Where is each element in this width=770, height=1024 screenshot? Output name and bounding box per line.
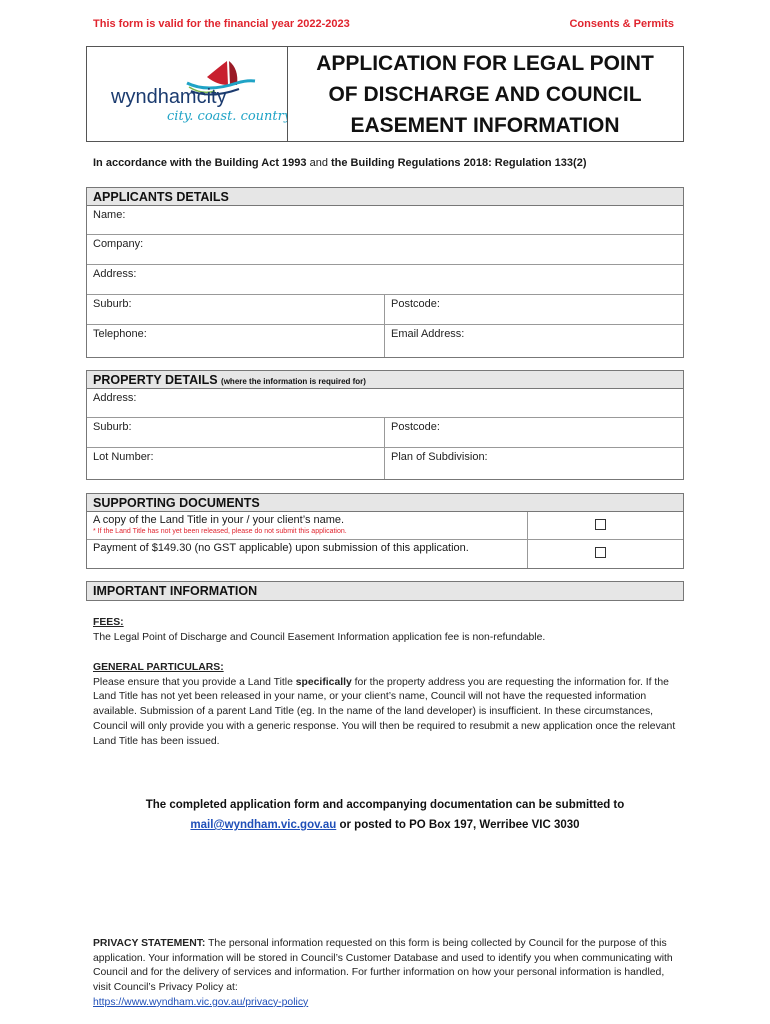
important-information-heading: IMPORTANT INFORMATION — [86, 581, 684, 601]
privacy-label: PRIVACY STATEMENT: — [93, 938, 206, 949]
property-heading-note: (where the information is required for) — [221, 377, 366, 386]
wyndham-city-logo — [87, 47, 288, 141]
fees-heading: FEES: — [93, 617, 124, 628]
category-text: Consents & Permits — [569, 18, 674, 30]
lot-number-field[interactable]: Lot Number: — [93, 451, 154, 463]
land-title-requirement — [87, 512, 528, 539]
privacy-policy-link[interactable]: https://www.wyndham.vic.gov.au/privacy-policy — [93, 996, 309, 1008]
applicant-address-field[interactable]: Address: — [93, 268, 137, 280]
regulation-reference: the Building Regulations 2018: Regulation 133(2) — [331, 157, 587, 169]
property-heading-text: PROPERTY DETAILS — [93, 373, 218, 387]
act-reference: In accordance with the Building Act 1993 — [93, 157, 307, 169]
land-title-checkbox[interactable] — [595, 519, 606, 530]
land-title-warning: * If the Land Title has not yet been released, please do not submit this application. — [93, 528, 347, 535]
legislation-note — [93, 157, 586, 169]
general-particulars-block — [93, 661, 683, 749]
applicants-details-section — [86, 187, 684, 358]
general-text-start: Please ensure that you provide a Land Title — [93, 676, 296, 688]
general-text-emphasis: specifically — [295, 676, 352, 688]
sail-logo-icon — [87, 47, 287, 141]
form-header — [86, 46, 684, 142]
title-line-1: APPLICATION FOR LEGAL POINT — [316, 51, 654, 75]
general-particulars-heading: GENERAL PARTICULARS: — [93, 662, 224, 673]
payment-requirement: Payment of $149.30 (no GST applicable) upon submission of this application. — [87, 540, 528, 568]
supporting-documents-section — [86, 493, 684, 569]
top-bar — [93, 18, 674, 30]
form-title — [287, 47, 683, 141]
title-line-2: OF DISCHARGE AND COUNCIL — [328, 82, 642, 106]
applicants-heading: APPLICANTS DETAILS — [87, 188, 683, 206]
payment-checkbox[interactable] — [595, 547, 606, 558]
fees-text: The Legal Point of Discharge and Council Easement Information application fee is non-refundable. — [93, 631, 546, 643]
applicant-telephone-field[interactable]: Telephone: — [93, 328, 147, 340]
general-text-rest: for the property address you are requesting the information for. If the Land Title has not yet been released in your name, or your client’s name, Council will not have the requested information available. Submission of a parent Land Title (eg. In the name of the land developer) is insufficient. In these circumstances, Council will only provide you with a generic response. You will then be required to resubmit a new application once the relevant Land Title has been issued. — [93, 676, 676, 747]
property-postcode-field[interactable]: Postcode: — [384, 418, 683, 447]
fees-block — [93, 616, 683, 645]
applicant-postcode-field[interactable]: Postcode: — [384, 295, 683, 324]
supporting-heading: SUPPORTING DOCUMENTS — [87, 494, 683, 512]
privacy-text: The personal information requested on this form is being collected by Council for the purpose of this application. Your information will be stored in Council’s Customer Database and used to identify you when communicating with Council and for the delivery of services and information. For further information on how your personal information is handled, visit Council’s Privacy Policy at: — [93, 938, 673, 994]
act-conjunction: and — [306, 157, 331, 169]
logo-wordmark: wyndhamcity — [111, 86, 227, 108]
applicant-suburb-field[interactable]: Suburb: — [93, 298, 132, 310]
validity-text: This form is valid for the financial year 2022-2023 — [93, 18, 350, 30]
property-details-section — [86, 370, 684, 480]
submission-postal-address: or posted to PO Box 197, Werribee VIC 3030 — [336, 819, 580, 831]
submission-line-1: The completed application form and accompanying documentation can be submitted to — [145, 799, 625, 811]
property-heading — [87, 371, 683, 389]
land-title-text: A copy of the Land Title in your / your client’s name. — [93, 514, 345, 526]
applicant-company-field[interactable]: Company: — [93, 238, 144, 250]
privacy-statement — [93, 937, 683, 1011]
logo-tagline: city. coast. country — [167, 109, 287, 124]
applicant-email-field[interactable]: Email Address: — [384, 325, 683, 357]
property-address-field[interactable]: Address: — [93, 392, 137, 404]
plan-of-subdivision-field[interactable]: Plan of Subdivision: — [384, 448, 683, 479]
applicant-name-field[interactable]: Name: — [93, 209, 126, 221]
general-particulars-text — [93, 676, 683, 750]
property-suburb-field[interactable]: Suburb: — [93, 421, 132, 433]
title-line-3: EASEMENT INFORMATION — [350, 113, 620, 137]
submission-instructions — [86, 795, 684, 835]
submission-email-link[interactable]: mail@wyndham.vic.gov.au — [190, 819, 337, 831]
